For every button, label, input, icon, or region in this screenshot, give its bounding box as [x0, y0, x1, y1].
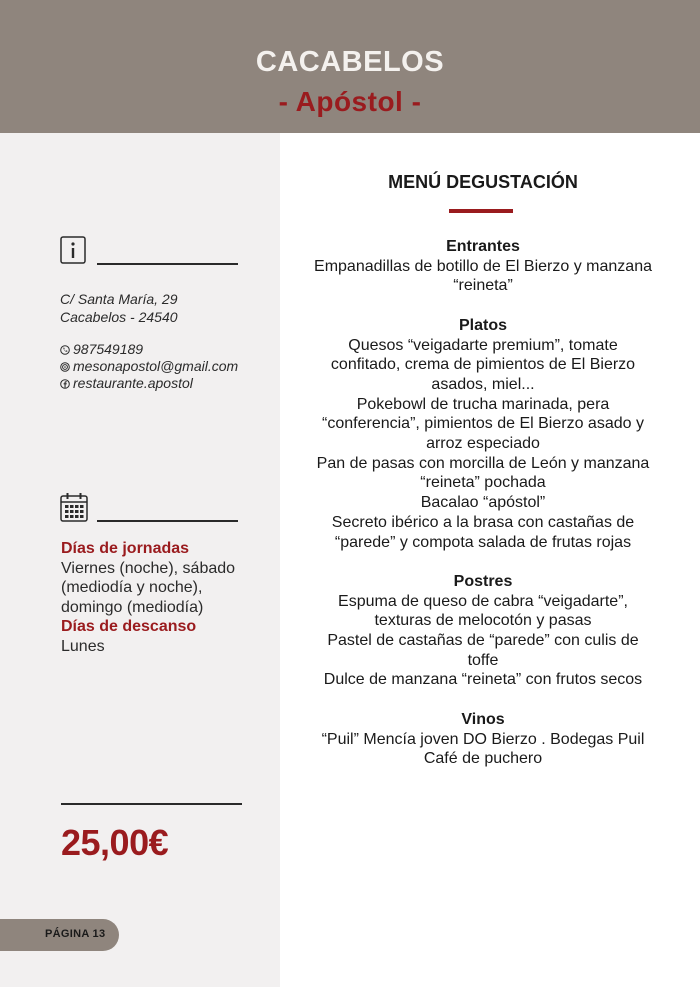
menu-line: Quesos “veigadarte premium”, tomate [348, 336, 618, 354]
info-divider [97, 263, 238, 265]
menu-section-entrantes [283, 237, 683, 296]
menu-line: Espuma de queso de cabra “veigadarte”, [338, 592, 628, 610]
price-divider [61, 803, 242, 805]
menu-section-platos [283, 316, 683, 552]
menu-line: Secreto ibérico a la brasa con castañas de [331, 513, 635, 531]
open-days-label: Días de jornadas [61, 540, 190, 557]
section-heading: Platos [458, 316, 507, 334]
menu-line: confitado, crema de pimientos de El Bierzo [330, 356, 636, 374]
header-banner [0, 0, 700, 133]
menu-line: asados, miel... [431, 375, 535, 393]
page-number: PÁGINA 13 [45, 928, 106, 940]
restaurant-name: - Apóstol - [278, 86, 422, 117]
menu-line: Café de puchero [423, 750, 543, 768]
closed-days-label: Días de descanso [61, 618, 197, 636]
contact-email [60, 358, 238, 375]
menu-title-rule [449, 209, 513, 213]
menu-title: MENÚ DEGUSTACIÓN [388, 172, 578, 192]
info-icon [60, 236, 86, 264]
section-heading: Entrantes [446, 238, 520, 255]
town-title: CACABELOS [255, 46, 445, 78]
menu-body [283, 237, 683, 769]
menu-line: Pastel de castañas de “parede” con culis de [327, 632, 639, 650]
contact-phone [60, 341, 238, 358]
contact-facebook-text: restaurante.apostol [73, 375, 193, 391]
menu-line: texturas de melocotón y pasas [374, 612, 592, 630]
facebook-icon [60, 379, 70, 389]
address [60, 290, 178, 326]
address-street: C/ Santa María, 29 [60, 291, 178, 307]
phone-icon [60, 345, 70, 355]
at-icon [60, 362, 70, 372]
open-days-line: Viernes (noche), sábado [61, 559, 236, 577]
menu-line: toffe [467, 651, 499, 669]
menu-line: “reineta” pochada [420, 474, 546, 492]
calendar-icon [60, 492, 88, 522]
section-heading: Postres [453, 572, 513, 590]
open-days-line: (mediodía y noche), [61, 579, 203, 597]
address-city: Cacabelos - 24540 [60, 309, 178, 325]
menu-line: arroz especiado [426, 435, 540, 453]
menu-price: 25,00€ [61, 822, 169, 863]
section-heading: Vinos [461, 710, 505, 728]
menu-line: “conferencia”, pimientos de El Bierzo asado y [322, 415, 644, 433]
contact-phone-text: 987549189 [73, 341, 144, 357]
closed-days-value: Lunes [61, 637, 105, 655]
menu-line: “Puil” Mencía joven DO Bierzo . Bodegas Puil [321, 730, 645, 748]
open-days-line: domingo (mediodía) [61, 598, 204, 616]
contact-email-text: mesonapostol@gmail.com [73, 358, 239, 374]
menu-line: “parede” y compota salada de frutas rojas [334, 533, 632, 551]
menu-line: Dulce de manzana “reineta” con frutos secos [323, 671, 643, 689]
menu-line: “reineta” [453, 277, 513, 295]
menu-line: Pan de pasas con morcilla de León y manzana [316, 454, 650, 472]
schedule [61, 539, 271, 657]
page-number-badge [0, 919, 119, 951]
schedule-divider [97, 520, 238, 522]
menu-line: Pokebowl de trucha marinada, pera [356, 395, 610, 413]
menu-section-vinos [283, 710, 683, 769]
menu-section-postres [283, 572, 683, 690]
contact-facebook [60, 375, 238, 392]
menu-line: Empanadillas de botillo de El Bierzo y manzana [314, 257, 652, 275]
menu-line: Bacalao “apóstol” [420, 494, 546, 512]
contact-list [60, 341, 238, 392]
